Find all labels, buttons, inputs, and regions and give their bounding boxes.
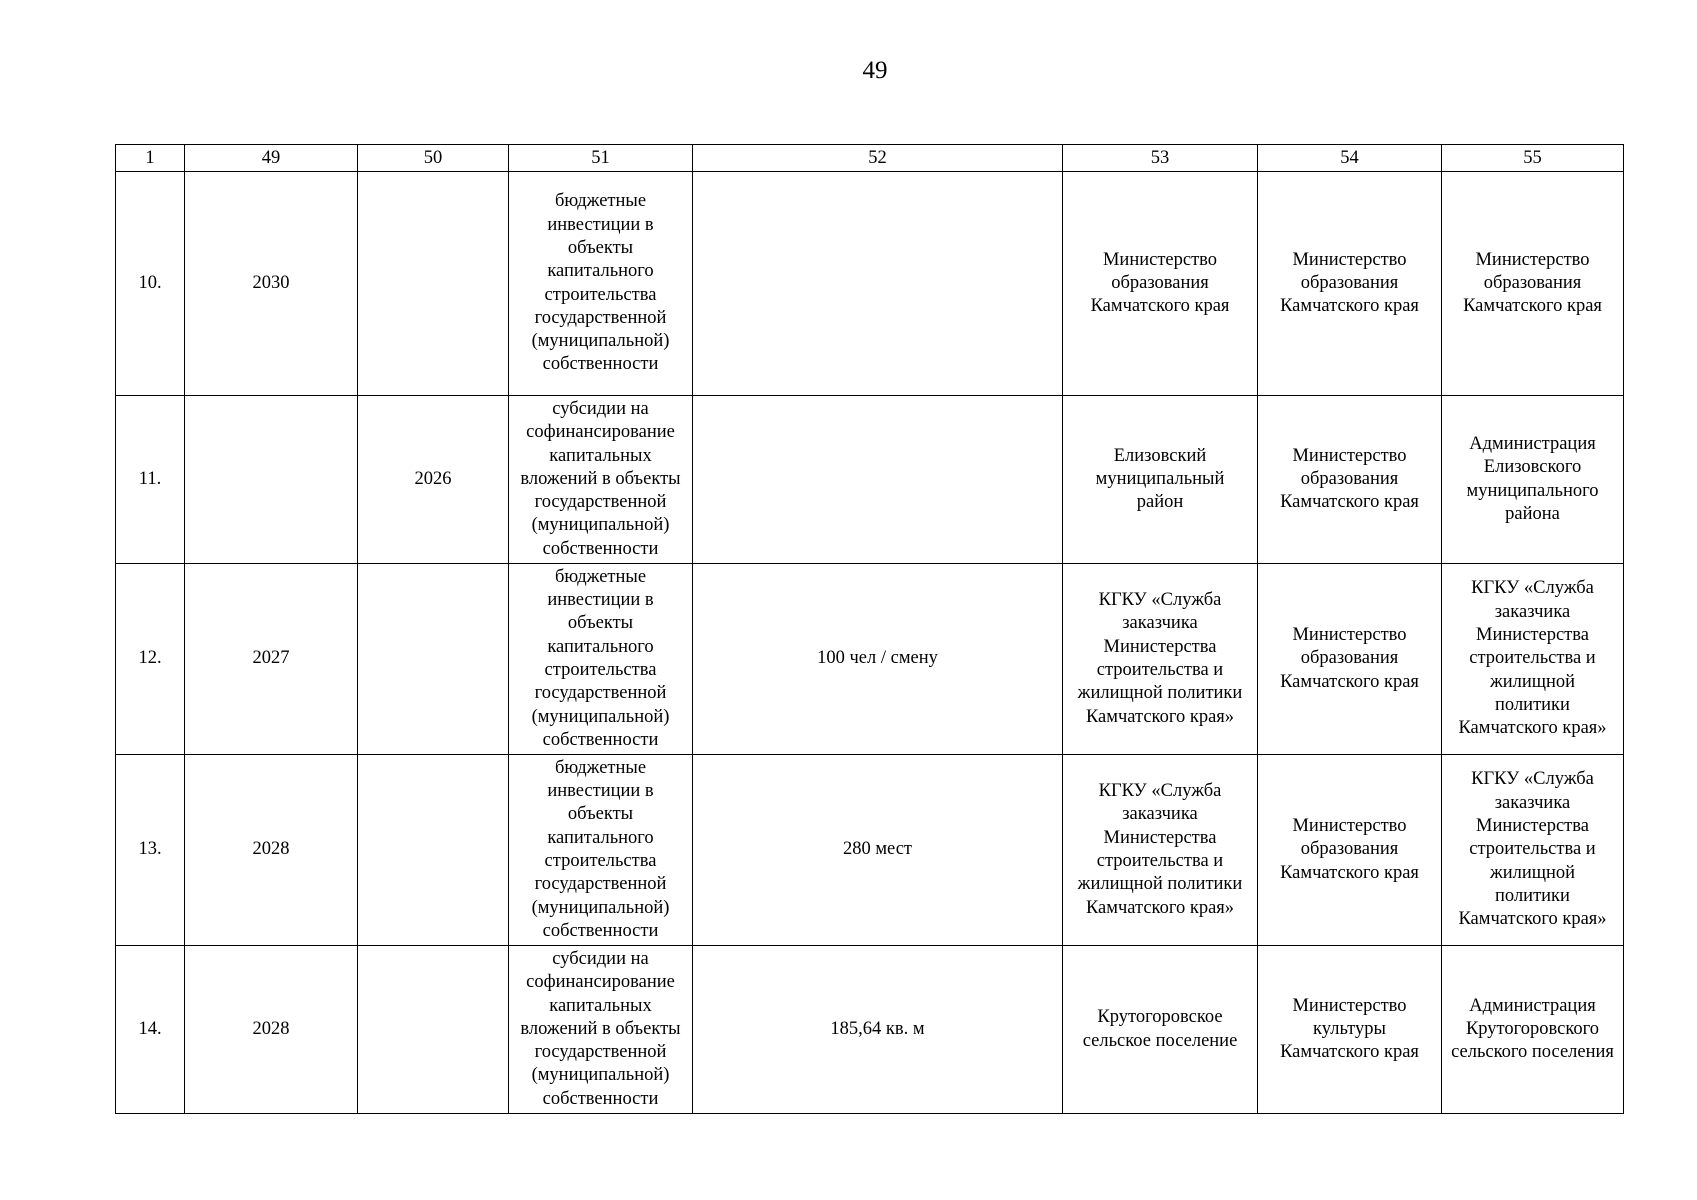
header-cell: 55: [1442, 145, 1624, 172]
table-cell: 2028: [185, 755, 358, 946]
header-cell: 1: [116, 145, 185, 172]
table-cell: КГКУ «Служба заказчика Министерства строительства и жилищной политики Камчатского края»: [1442, 755, 1624, 946]
row-number-cell: 12.: [116, 564, 185, 755]
table-cell: [358, 946, 509, 1114]
table-cell: Министерство образования Камчатского края: [1063, 172, 1258, 396]
header-cell: 52: [693, 145, 1063, 172]
header-cell: 49: [185, 145, 358, 172]
table-cell: бюджетные инвестиции в объекты капитального строительства государственной (муниципальной) собственности: [509, 172, 693, 396]
table-cell: бюджетные инвестиции в объекты капитального строительства государственной (муниципальной) собственности: [509, 755, 693, 946]
page-number: 49: [862, 57, 888, 84]
table-cell: Администрация Елизовского муниципального района: [1442, 396, 1624, 564]
table-cell: КГКУ «Служба заказчика Министерства строительства и жилищной политики Камчатского края»: [1063, 564, 1258, 755]
row-number-cell: 14.: [116, 946, 185, 1114]
table-cell: Министерство образования Камчатского края: [1258, 755, 1442, 946]
table-cell: Министерство культуры Камчатского края: [1258, 946, 1442, 1114]
table-row: [116, 564, 1624, 755]
table-cell: КГКУ «Служба заказчика Министерства строительства и жилищной политики Камчатского края»: [1442, 564, 1624, 755]
table-cell: 100 чел / смену: [693, 564, 1063, 755]
data-table: [115, 144, 1624, 1114]
table-cell: [358, 564, 509, 755]
table-cell: Елизовский муниципальный район: [1063, 396, 1258, 564]
table-cell: 2027: [185, 564, 358, 755]
table-cell: [693, 396, 1063, 564]
table-row: [116, 946, 1624, 1114]
row-number-cell: 13.: [116, 755, 185, 946]
row-number-cell: 11.: [116, 396, 185, 564]
table-cell: Крутогоровское сельское поселение: [1063, 946, 1258, 1114]
table-cell: [693, 172, 1063, 396]
header-cell: 50: [358, 145, 509, 172]
table-cell: 2030: [185, 172, 358, 396]
table-cell: Администрация Крутогоровского сельского поселения: [1442, 946, 1624, 1114]
table-cell: [358, 755, 509, 946]
table-row: [116, 755, 1624, 946]
table-row: [116, 172, 1624, 396]
table-cell: [185, 396, 358, 564]
table-cell: Министерство образования Камчатского края: [1258, 396, 1442, 564]
table-row: [116, 396, 1624, 564]
table-cell: Министерство образования Камчатского края: [1442, 172, 1624, 396]
row-number-cell: 10.: [116, 172, 185, 396]
table-cell: субсидии на софинансирование капитальных вложений в объекты государственной (муниципальной) собственности: [509, 946, 693, 1114]
table-cell: 280 мест: [693, 755, 1063, 946]
table-cell: Министерство образования Камчатского края: [1258, 172, 1442, 396]
table-cell: 185,64 кв. м: [693, 946, 1063, 1114]
table-cell: Министерство образования Камчатского края: [1258, 564, 1442, 755]
header-cell: 51: [509, 145, 693, 172]
table-cell: 2026: [358, 396, 509, 564]
table-header-row: [116, 145, 1624, 172]
header-cell: 54: [1258, 145, 1442, 172]
table-cell: 2028: [185, 946, 358, 1114]
table-cell: [358, 172, 509, 396]
table-cell: субсидии на софинансирование капитальных вложений в объекты государственной (муниципальной) собственности: [509, 396, 693, 564]
header-cell: 53: [1063, 145, 1258, 172]
table-cell: КГКУ «Служба заказчика Министерства строительства и жилищной политики Камчатского края»: [1063, 755, 1258, 946]
table-cell: бюджетные инвестиции в объекты капитального строительства государственной (муниципальной) собственности: [509, 564, 693, 755]
